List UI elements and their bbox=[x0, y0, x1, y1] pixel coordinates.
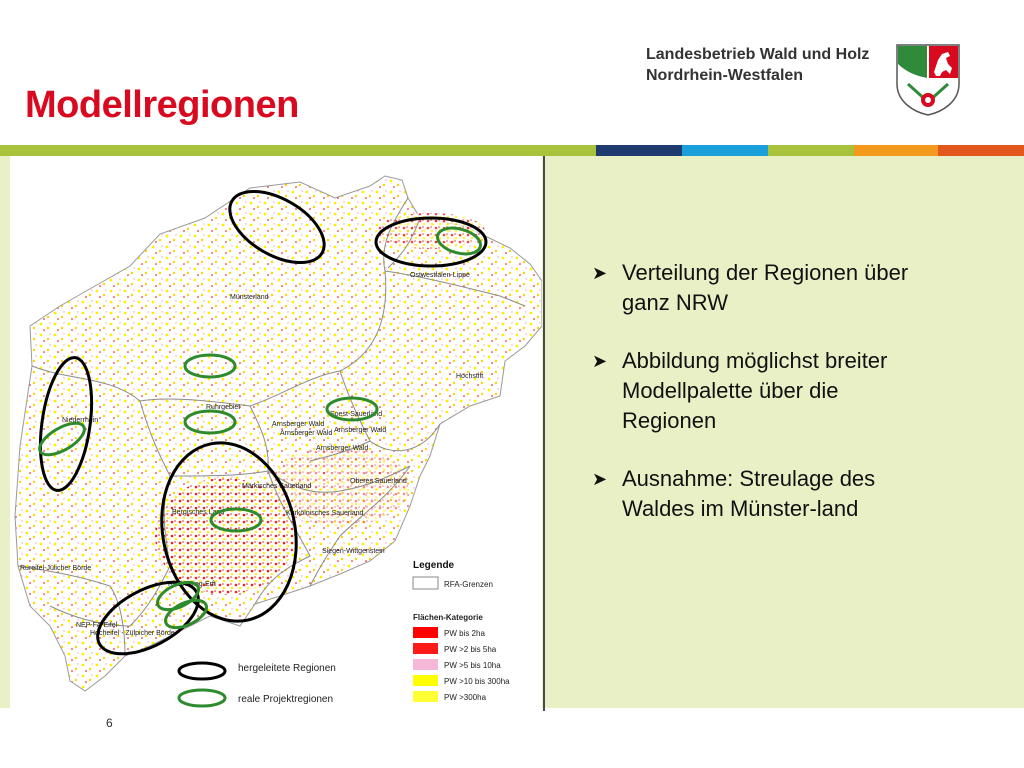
legend-boundary-label: RFA-Grenzen bbox=[444, 580, 493, 589]
legend-swatch-2 bbox=[413, 643, 438, 654]
map-legend bbox=[413, 560, 510, 702]
region-label-bergisches-land: Bergisches Land bbox=[172, 509, 225, 516]
stripe-navy bbox=[596, 145, 682, 156]
stripe-red bbox=[938, 145, 1024, 156]
region-label-siegen-wittgenstein: Siegen-Wittgenstein bbox=[322, 548, 385, 555]
region-label-rhein-sieg-erft: Rhein-Sieg-Erft bbox=[168, 581, 216, 588]
region-label-maerkisches-sauerland: Märkisches Sauerland bbox=[242, 483, 312, 490]
bullet-text-2: Abbildung möglichst breiter Modellpalette über die Regionen bbox=[622, 348, 888, 433]
derived-legend-label: hergeleitete Regionen bbox=[238, 663, 336, 674]
real-legend-label: reale Projektregionen bbox=[238, 694, 334, 705]
derived-legend-ellipse bbox=[179, 663, 225, 679]
legend-category-1: PW bis 2ha bbox=[444, 629, 485, 638]
bullet-item-2 bbox=[592, 346, 922, 436]
legend-category-5: PW >300ha bbox=[444, 693, 487, 702]
region-label-nep-fa-eifel: NEP-FA-Eifel bbox=[76, 622, 118, 629]
legend-title: Legende bbox=[413, 560, 455, 571]
region-label-muensterland: Münsterland bbox=[230, 294, 269, 301]
arrow-bullet-icon: ➤ bbox=[592, 263, 608, 283]
region-label-kurkoelnisches-sauerland: Kurkölnisches Sauerland bbox=[286, 510, 364, 517]
region-label-soest-sauerland: Soest-Sauerland bbox=[330, 411, 383, 418]
real-legend-ellipse bbox=[179, 690, 225, 706]
legend-category-title: Flächen-Kategorie bbox=[413, 613, 483, 622]
legend-boundary-swatch bbox=[413, 577, 438, 589]
map-canvas bbox=[10, 156, 542, 708]
region-label-arnsberger-wald-3: Arnsberger Wald bbox=[334, 427, 387, 434]
legend-category-4: PW >10 bis 300ha bbox=[444, 677, 510, 686]
nrw-forest-map bbox=[10, 156, 542, 708]
stripe-blue bbox=[682, 145, 768, 156]
legend-swatch-3 bbox=[413, 659, 438, 670]
region-label-oberes-sauerland: Oberes Sauerland bbox=[350, 478, 407, 485]
page-number: 6 bbox=[106, 716, 113, 730]
panel-divider bbox=[543, 156, 545, 711]
legend-category-2: PW >2 bis 5ha bbox=[444, 645, 497, 654]
region-label-arnsberger-wald-4: Arnsberger Wald bbox=[316, 445, 369, 452]
legend-category-3: PW >5 bis 10ha bbox=[444, 661, 501, 670]
bullet-item-3 bbox=[592, 464, 922, 524]
ellipse-legend bbox=[179, 663, 336, 706]
organization-name bbox=[646, 44, 869, 86]
legend-swatch-4 bbox=[413, 675, 438, 686]
region-label-ostwestfalen-lippe: Ostwestfalen-Lippe bbox=[410, 272, 470, 279]
arrow-bullet-icon: ➤ bbox=[592, 469, 608, 489]
arrow-bullet-icon: ➤ bbox=[592, 351, 608, 371]
organization-line-2: Nordrhein-Westfalen bbox=[646, 67, 804, 84]
legend-swatch-5 bbox=[413, 691, 438, 702]
region-label-hochstift: Hochstift bbox=[456, 373, 484, 380]
legend-swatch-1 bbox=[413, 627, 438, 638]
page-title: Modellregionen bbox=[25, 84, 299, 126]
region-label-ruhrgebiet: Ruhrgebiet bbox=[206, 404, 241, 411]
region-label-arnsberger-wald-1: Arnsberger Wald bbox=[272, 421, 325, 428]
region-label-rureifel: Rureifel-Jülicher Börde bbox=[20, 565, 92, 572]
stripe-orange bbox=[854, 145, 938, 156]
stripe-green-2 bbox=[768, 145, 854, 156]
region-label-niederrhein: Niederrhein bbox=[62, 417, 99, 424]
color-stripe-bar bbox=[0, 145, 1024, 156]
bullet-text-3: Ausnahme: Streulage des Waldes im Münster-land bbox=[622, 466, 876, 521]
region-label-hocheifel: Hocheifel - Zülpicher Börde bbox=[90, 630, 175, 637]
organization-line-1: Landesbetrieb Wald und Holz bbox=[646, 46, 870, 63]
region-label-arnsberger-wald-2: Arnsberger Wald bbox=[280, 430, 333, 437]
nrw-coat-of-arms-icon bbox=[894, 42, 962, 116]
bullet-text-1: Verteilung der Regionen über ganz NRW bbox=[622, 260, 909, 315]
bullet-list bbox=[592, 258, 922, 552]
bullet-item-1 bbox=[592, 258, 922, 318]
stripe-green bbox=[0, 145, 596, 156]
